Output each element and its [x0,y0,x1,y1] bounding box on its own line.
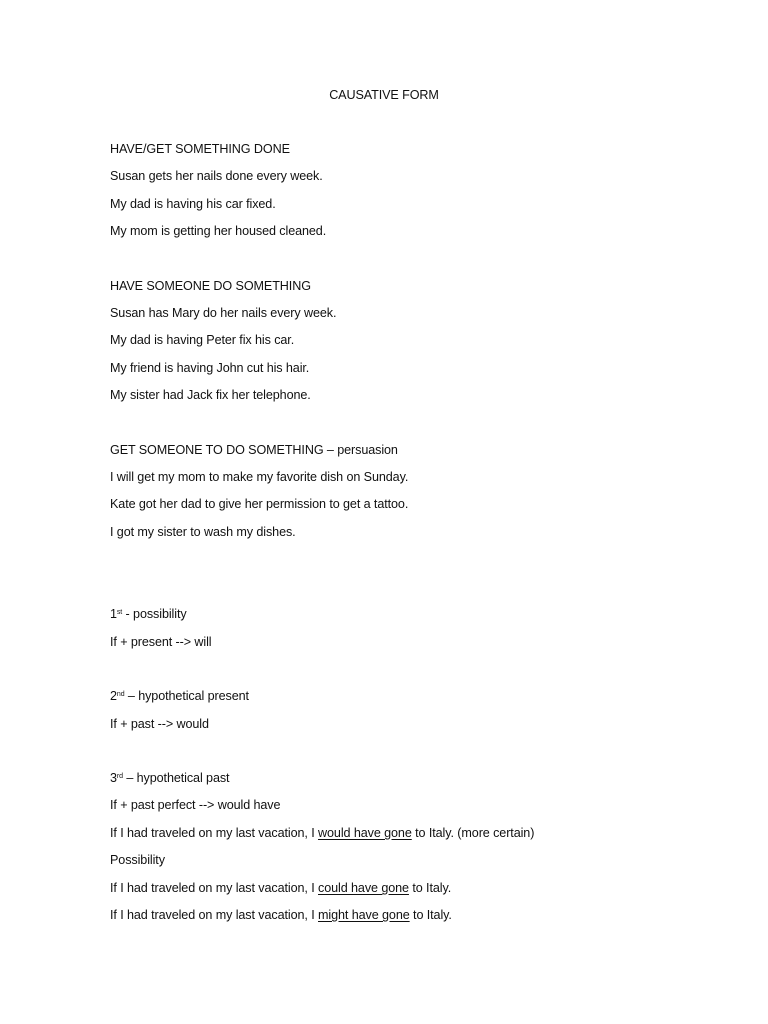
first-conditional-rule: If + present --> will [110,635,212,649]
possibility-label: Possibility [110,853,165,867]
third-conditional-rule: If + past perfect --> would have [110,798,281,812]
section-heading-have-get-something-done: HAVE/GET SOMETHING DONE [110,142,290,156]
underlined-phrase: might have gone [318,908,410,922]
example-sentence: Susan gets her nails done every week. [110,169,323,183]
example-sentence: My friend is having John cut his hair. [110,361,310,375]
conditional-label: – hypothetical present [124,689,249,703]
third-conditional-heading [110,770,229,786]
example-sentence: My sister had Jack fix her telephone. [110,388,311,402]
underlined-phrase: would have gone [318,826,412,840]
first-conditional-heading [110,606,187,622]
example-sentence: Kate got her dad to give her permission to get a tattoo. [110,497,409,511]
conditional-number: 1 [110,607,117,621]
sentence-start: If I had traveled on my last vacation, I [110,881,319,895]
conditional-label: - possibility [122,607,187,621]
ordinal-suffix: nd [116,691,125,698]
sentence-start: If I had traveled on my last vacation, I [110,908,319,922]
underlined-phrase: could have gone [318,881,409,895]
conditional-number: 2 [110,689,117,703]
example-sentence: My mom is getting her housed cleaned. [110,224,327,238]
example-sentence: I will get my mom to make my favorite dish on Sunday. [110,470,409,484]
section-heading-get-someone-to-do-something: GET SOMEONE TO DO SOMETHING – persuasion [110,443,398,457]
second-conditional-heading [110,688,249,704]
conditional-label: – hypothetical past [122,771,230,785]
ordinal-suffix: st [116,609,123,616]
example-sentence: Susan has Mary do her nails every week. [110,306,337,320]
example-sentence: My dad is having his car fixed. [110,197,276,211]
page-title: CAUSATIVE FORM [329,88,439,102]
section-heading-have-someone-do-something: HAVE SOMEONE DO SOMETHING [110,279,311,293]
sentence-end: to Italy. (more certain) [411,826,535,840]
conditional-number: 3 [110,771,117,785]
second-conditional-rule: If + past --> would [110,717,209,731]
example-sentence: I got my sister to wash my dishes. [110,525,296,539]
sentence-end: to Italy. [408,881,452,895]
third-conditional-example [110,907,452,923]
ordinal-suffix: rd [116,773,123,780]
sentence-end: to Italy. [409,908,452,922]
third-conditional-example [110,825,534,841]
example-sentence: My dad is having Peter fix his car. [110,333,295,347]
sentence-start: If I had traveled on my last vacation, I [110,826,319,840]
third-conditional-example [110,880,451,896]
